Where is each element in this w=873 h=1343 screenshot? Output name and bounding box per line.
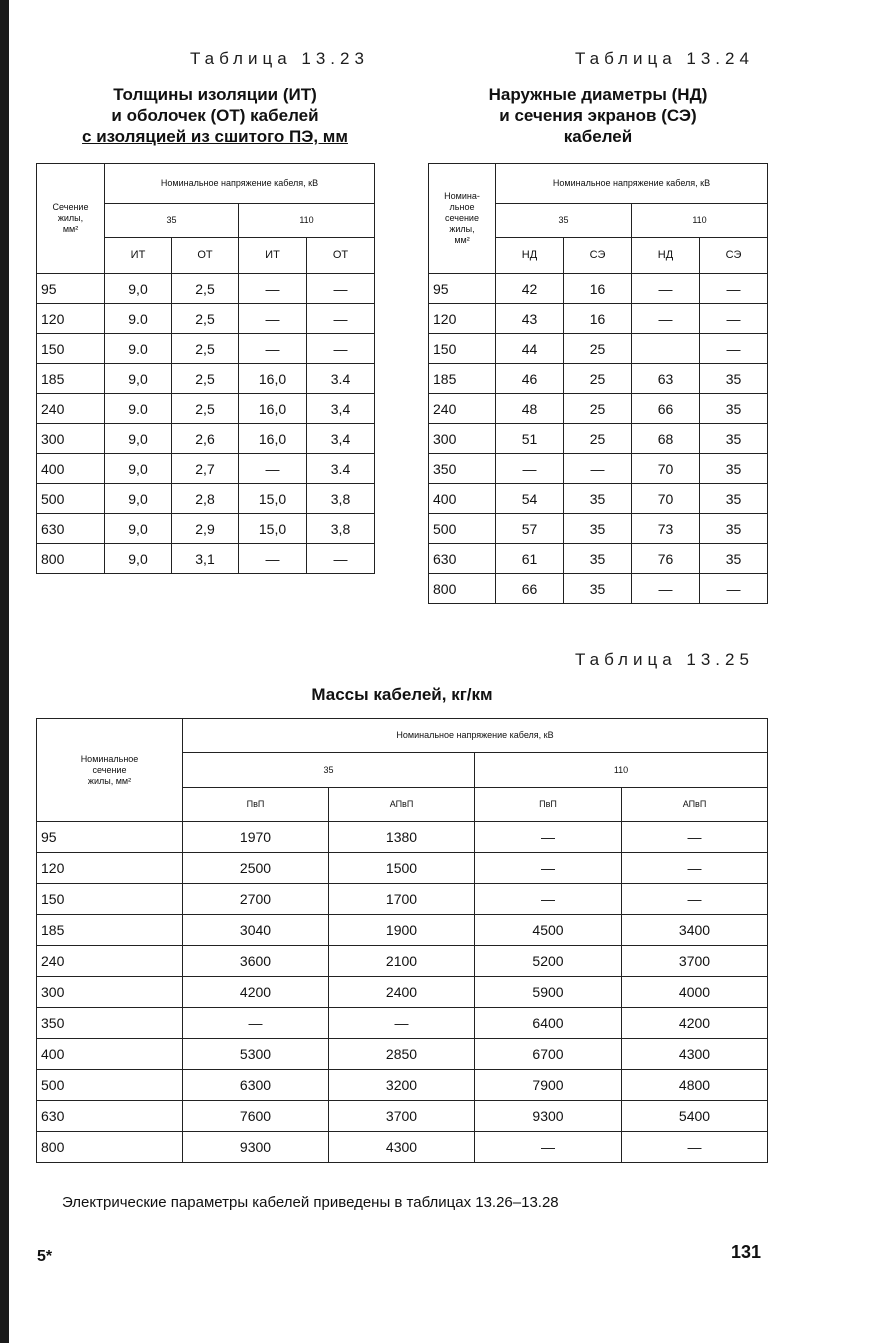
table-13-23 <box>36 163 375 574</box>
cell-section: 500 <box>37 1070 183 1101</box>
signature-mark: 5* <box>37 1248 53 1265</box>
cell-value: 35 <box>700 394 768 424</box>
cell-value: — <box>700 574 768 604</box>
header-voltage-35: 35 <box>105 204 239 238</box>
cell-value: 42 <box>496 274 564 304</box>
cell-value: 3700 <box>622 946 768 977</box>
table-row <box>37 454 375 484</box>
cell-value: 2700 <box>183 884 329 915</box>
cell-value: — <box>239 274 307 304</box>
table-row <box>37 364 375 394</box>
cell-value: 9,0 <box>105 454 172 484</box>
cell-value: 2100 <box>329 946 475 977</box>
header-section-line: жилы, <box>449 224 475 234</box>
cell-section: 500 <box>37 484 105 514</box>
cell-section: 150 <box>37 334 105 364</box>
cell-value: 3600 <box>183 946 329 977</box>
header-voltage: Номинальное напряжение кабеля, кВ <box>496 164 768 204</box>
cell-value: 4300 <box>622 1039 768 1070</box>
cell-value: — <box>307 544 375 574</box>
header-section <box>37 164 105 274</box>
cell-value: 63 <box>632 364 700 394</box>
cell-value: 9.0 <box>105 334 172 364</box>
cell-value: 1970 <box>183 822 329 853</box>
table-row <box>37 304 375 334</box>
table-row <box>429 364 768 394</box>
cell-value: 70 <box>632 454 700 484</box>
cell-section: 300 <box>37 977 183 1008</box>
cell-value: 9,0 <box>105 544 172 574</box>
cell-value: 2,9 <box>172 514 239 544</box>
cell-value: 9,0 <box>105 274 172 304</box>
cell-value: 3,1 <box>172 544 239 574</box>
cell-value: — <box>307 274 375 304</box>
cell-value: — <box>239 544 307 574</box>
cell-section: 300 <box>429 424 496 454</box>
table-row <box>37 274 375 304</box>
table-row <box>37 1132 768 1163</box>
cell-section: 400 <box>37 454 105 484</box>
header-voltage-110: 110 <box>632 204 768 238</box>
cell-value: 35 <box>564 484 632 514</box>
cell-value: 6700 <box>475 1039 622 1070</box>
cell-value: 61 <box>496 544 564 574</box>
table-13-24-title <box>428 84 768 147</box>
table-row <box>429 574 768 604</box>
cell-value: 76 <box>632 544 700 574</box>
cell-value: — <box>632 274 700 304</box>
cell-value: 3,8 <box>307 514 375 544</box>
cell-value: 25 <box>564 334 632 364</box>
header-col-it: ИТ <box>239 238 307 274</box>
cell-value: 1700 <box>329 884 475 915</box>
cell-value: 66 <box>632 394 700 424</box>
title-line: и оболочек (ОТ) кабелей <box>111 106 319 125</box>
cell-value: 3.4 <box>307 454 375 484</box>
cell-value: 16 <box>564 274 632 304</box>
cell-section: 120 <box>429 304 496 334</box>
cell-value: 4200 <box>622 1008 768 1039</box>
cell-value: 2,5 <box>172 274 239 304</box>
table-13-25 <box>36 718 768 1163</box>
cell-value: — <box>622 822 768 853</box>
cell-value: — <box>622 884 768 915</box>
cell-value: 3.4 <box>307 364 375 394</box>
table-row <box>429 424 768 454</box>
cell-value: 35 <box>564 574 632 604</box>
cell-value: 51 <box>496 424 564 454</box>
cell-value: 66 <box>496 574 564 604</box>
table-row <box>37 514 375 544</box>
cell-value: 35 <box>564 514 632 544</box>
table-13-23-caption: Таблица 13.23 <box>190 49 369 68</box>
header-col-pvp: ПвП <box>475 788 622 822</box>
cell-value: 2,8 <box>172 484 239 514</box>
cell-value: 1380 <box>329 822 475 853</box>
cell-section: 150 <box>37 884 183 915</box>
header-col-se: СЭ <box>564 238 632 274</box>
cell-section: 400 <box>37 1039 183 1070</box>
cell-value: 2,7 <box>172 454 239 484</box>
cell-value: — <box>307 304 375 334</box>
cell-value: — <box>239 454 307 484</box>
table-row <box>429 304 768 334</box>
cell-value: 2400 <box>329 977 475 1008</box>
cell-value: 6400 <box>475 1008 622 1039</box>
header-voltage-110: 110 <box>239 204 375 238</box>
table-row <box>37 1008 768 1039</box>
cell-value: 9300 <box>475 1101 622 1132</box>
cell-value: 57 <box>496 514 564 544</box>
cell-section: 630 <box>429 544 496 574</box>
cell-value: 25 <box>564 364 632 394</box>
page-number: 131 <box>731 1242 762 1262</box>
cell-value: — <box>475 822 622 853</box>
cell-value: — <box>307 334 375 364</box>
header-col-it: ИТ <box>105 238 172 274</box>
header-col-apvp: АПвП <box>329 788 475 822</box>
cell-value: — <box>622 853 768 884</box>
cell-value: — <box>475 884 622 915</box>
table-row <box>37 484 375 514</box>
cell-section: 800 <box>429 574 496 604</box>
table-row <box>37 1070 768 1101</box>
cell-value: — <box>632 304 700 334</box>
table-row <box>429 274 768 304</box>
cell-value: 4000 <box>622 977 768 1008</box>
title-line: Толщины изоляции (ИТ) <box>113 85 317 104</box>
cell-value: 16,0 <box>239 394 307 424</box>
cell-value: 2,5 <box>172 334 239 364</box>
header-col-nd: НД <box>496 238 564 274</box>
cell-value: 9,0 <box>105 514 172 544</box>
header-col-nd: НД <box>632 238 700 274</box>
cell-section: 350 <box>429 454 496 484</box>
cell-section: 95 <box>37 274 105 304</box>
table-13-24 <box>428 163 768 604</box>
table-row <box>37 853 768 884</box>
cell-section: 500 <box>429 514 496 544</box>
cell-value: — <box>632 574 700 604</box>
cell-section: 240 <box>37 394 105 424</box>
header-section-line: жилы, мм² <box>87 775 132 786</box>
cell-value: 5900 <box>475 977 622 1008</box>
cell-value: 2850 <box>329 1039 475 1070</box>
title-line: с изоляцией из сшитого ПЭ, мм <box>82 127 348 146</box>
table-row <box>429 394 768 424</box>
cell-section: 240 <box>429 394 496 424</box>
table-row <box>37 334 375 364</box>
cell-value: 9.0 <box>105 394 172 424</box>
header-section-line: жилы, <box>57 213 84 223</box>
cell-value: 35 <box>700 544 768 574</box>
header-voltage: Номинальное напряжение кабеля, кВ <box>105 164 375 204</box>
cell-section: 185 <box>429 364 496 394</box>
table-row <box>37 977 768 1008</box>
cell-value: — <box>564 454 632 484</box>
cell-value: 3,8 <box>307 484 375 514</box>
cell-value: 1500 <box>329 853 475 884</box>
cell-value: 43 <box>496 304 564 334</box>
cell-section: 185 <box>37 915 183 946</box>
table-row <box>429 514 768 544</box>
cell-value: — <box>183 1008 329 1039</box>
cell-value: 4200 <box>183 977 329 1008</box>
cell-value: 44 <box>496 334 564 364</box>
cell-value: — <box>239 304 307 334</box>
cell-value: 4500 <box>475 915 622 946</box>
cell-value: 3700 <box>329 1101 475 1132</box>
cell-section: 120 <box>37 853 183 884</box>
page-spine-edge <box>0 0 9 1343</box>
table-row <box>37 544 375 574</box>
cell-section: 95 <box>37 822 183 853</box>
cell-value: 2,6 <box>172 424 239 454</box>
table-row <box>37 424 375 454</box>
header-col-ot: ОТ <box>307 238 375 274</box>
cell-section: 350 <box>37 1008 183 1039</box>
table-row <box>37 822 768 853</box>
cell-value: 3200 <box>329 1070 475 1101</box>
header-section <box>429 164 496 274</box>
header-section-line: Сечение <box>52 202 89 212</box>
cell-value: 25 <box>564 424 632 454</box>
cell-section: 800 <box>37 544 105 574</box>
cell-value: 35 <box>700 364 768 394</box>
cell-section: 120 <box>37 304 105 334</box>
header-voltage-35: 35 <box>496 204 632 238</box>
footnote: Электрические параметры кабелей приведены в таблицах 13.26–13.28 <box>62 1194 559 1211</box>
table-13-25-caption: Таблица 13.25 <box>575 650 754 669</box>
header-section-line: льное <box>449 202 475 212</box>
cell-section: 800 <box>37 1132 183 1163</box>
table-row <box>37 1101 768 1132</box>
header-section-line: мм² <box>62 224 79 234</box>
cell-value: 3,4 <box>307 394 375 424</box>
cell-value: 16,0 <box>239 424 307 454</box>
table-row <box>37 394 375 424</box>
table-row <box>37 915 768 946</box>
cell-value: 2500 <box>183 853 329 884</box>
title-line: Наружные диаметры (НД) <box>488 85 708 104</box>
cell-section: 400 <box>429 484 496 514</box>
cell-value: 1900 <box>329 915 475 946</box>
title-line: и сечения экранов (СЭ) <box>499 106 697 125</box>
cell-section: 95 <box>429 274 496 304</box>
table-13-23-title <box>36 84 394 147</box>
cell-section: 150 <box>429 334 496 364</box>
cell-value <box>632 334 700 364</box>
cell-value: 9,0 <box>105 484 172 514</box>
header-section-line: мм² <box>454 235 470 245</box>
cell-value: — <box>475 1132 622 1163</box>
cell-value: — <box>239 334 307 364</box>
header-col-ot: ОТ <box>172 238 239 274</box>
cell-value: 15,0 <box>239 484 307 514</box>
cell-value: 16 <box>564 304 632 334</box>
cell-value: 46 <box>496 364 564 394</box>
cell-value: — <box>496 454 564 484</box>
cell-value: 68 <box>632 424 700 454</box>
cell-value: 15,0 <box>239 514 307 544</box>
cell-value: 3400 <box>622 915 768 946</box>
table-13-25-title: Массы кабелей, кг/км <box>311 685 493 704</box>
cell-value: 16,0 <box>239 364 307 394</box>
cell-value: 9300 <box>183 1132 329 1163</box>
cell-value: 25 <box>564 394 632 424</box>
cell-value: 5400 <box>622 1101 768 1132</box>
table-row <box>429 484 768 514</box>
header-section-line: сечение <box>445 213 479 223</box>
cell-section: 300 <box>37 424 105 454</box>
header-col-apvp: АПвП <box>622 788 768 822</box>
cell-value: 5200 <box>475 946 622 977</box>
cell-value: — <box>622 1132 768 1163</box>
cell-value: — <box>700 274 768 304</box>
header-voltage: Номинальное напряжение кабеля, кВ <box>183 719 768 753</box>
table-row <box>37 1039 768 1070</box>
cell-value: 9,0 <box>105 424 172 454</box>
cell-value: 7600 <box>183 1101 329 1132</box>
cell-value: — <box>700 304 768 334</box>
cell-value: 73 <box>632 514 700 544</box>
header-section <box>37 719 183 822</box>
cell-section: 630 <box>37 514 105 544</box>
cell-value: 54 <box>496 484 564 514</box>
cell-value: 2,5 <box>172 394 239 424</box>
table-row <box>429 334 768 364</box>
cell-value: 3040 <box>183 915 329 946</box>
table-row <box>429 454 768 484</box>
table-row <box>37 884 768 915</box>
cell-value: — <box>475 853 622 884</box>
table-row <box>429 544 768 574</box>
cell-value: 2,5 <box>172 304 239 334</box>
cell-value: 4300 <box>329 1132 475 1163</box>
header-voltage-110: 110 <box>475 753 768 788</box>
table-row <box>37 946 768 977</box>
cell-value: 35 <box>700 514 768 544</box>
cell-value: 7900 <box>475 1070 622 1101</box>
cell-value: 2,5 <box>172 364 239 394</box>
cell-value: 70 <box>632 484 700 514</box>
header-voltage-35: 35 <box>183 753 475 788</box>
cell-section: 630 <box>37 1101 183 1132</box>
cell-value: — <box>329 1008 475 1039</box>
cell-section: 240 <box>37 946 183 977</box>
header-section-line: сечение <box>92 764 127 775</box>
cell-value: 48 <box>496 394 564 424</box>
cell-value: 35 <box>564 544 632 574</box>
header-section-line: Номинальное <box>80 753 139 764</box>
cell-value: 35 <box>700 454 768 484</box>
header-section-line: Номина- <box>444 191 480 201</box>
header-col-se: СЭ <box>700 238 768 274</box>
cell-value: 3,4 <box>307 424 375 454</box>
cell-value: 35 <box>700 424 768 454</box>
cell-value: 9.0 <box>105 304 172 334</box>
cell-section: 185 <box>37 364 105 394</box>
header-col-pvp: ПвП <box>183 788 329 822</box>
cell-value: 9,0 <box>105 364 172 394</box>
cell-value: 4800 <box>622 1070 768 1101</box>
cell-value: 6300 <box>183 1070 329 1101</box>
title-line: кабелей <box>563 127 633 146</box>
cell-value: — <box>700 334 768 364</box>
cell-value: 5300 <box>183 1039 329 1070</box>
cell-value: 35 <box>700 484 768 514</box>
table-13-24-caption: Таблица 13.24 <box>575 49 754 68</box>
